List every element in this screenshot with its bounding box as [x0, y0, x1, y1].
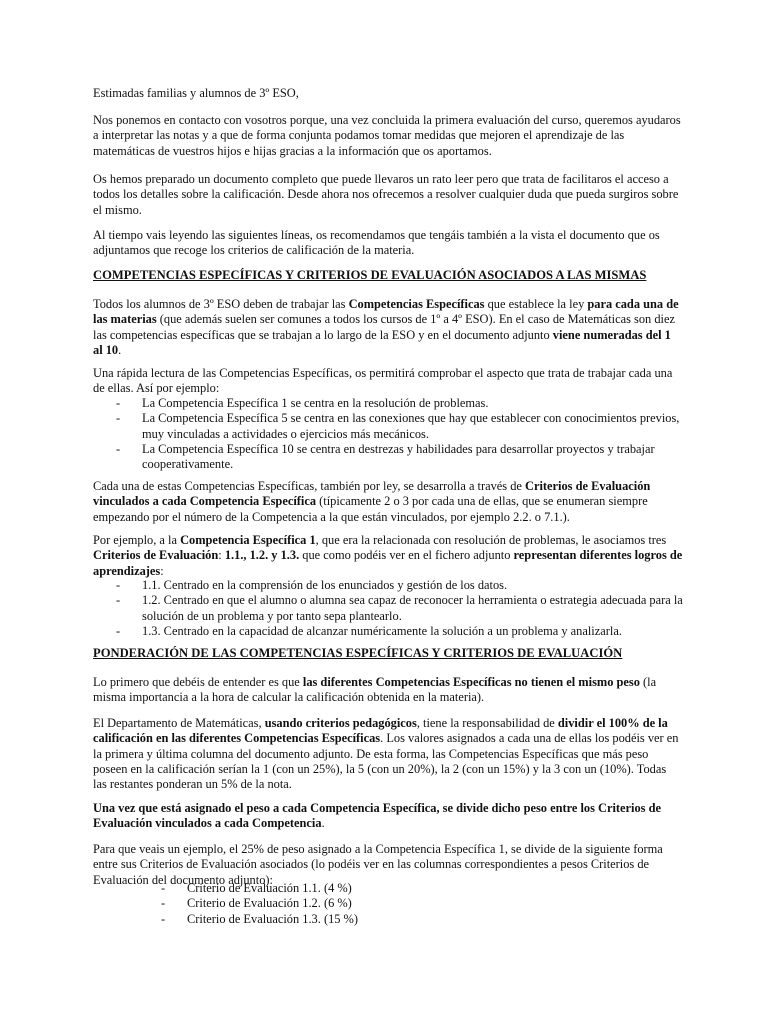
- competencia-examples-list: [116, 396, 686, 472]
- list-item: - La Competencia Específica 10 se centra en destrezas y habilidades para desarrollar proyectos y trabajar cooperativamente.: [116, 442, 686, 473]
- list-item: - Criterio de Evaluación 1.2. (6 %): [161, 896, 461, 911]
- lectura-paragraph: Una rápida lectura de las Competencias Específicas, os permitirá comprobar el aspecto que trata de trabajar cada una de ellas. Así por ejemplo:: [93, 366, 673, 396]
- division-paragraph: Una vez que está asignado el peso a cada Competencia Específica, se divide dicho peso entre los Criterios de Evaluación vinculados a cada Competencia.: [93, 801, 661, 831]
- example-weights-paragraph: Para que veais un ejemplo, el 25% de peso asignado a la Competencia Específica 1, se divide de la siguiente forma entre sus Criterios de Evaluación asociados (lo podéis ver en las columnas correspondientes a pesos Criterios de Evaluación del documento adjunto):: [93, 842, 663, 887]
- departamento-paragraph: El Departamento de Matemáticas, usando criterios pedagógicos, tiene la responsabilidad de dividir el 100% de la calificación en las diferentes Competencias Específicas. Los valores asignados a cada una de ellas los podéis ver en la primera y última columna del documento adjunto. De esta forma, las Competencias Específicas que más peso poseen en la calificación serían la 1 (con un 25%), la 5 (con un 20%), la 2 (con un 15%) y la 3 con un (10%). Todas las restantes ponderan un 5% de la nota.: [93, 716, 679, 792]
- section-heading-ponderacion: PONDERACIÓN DE LAS COMPETENCIAS ESPECÍFICAS Y CRITERIOS DE EVALUACIÓN: [93, 646, 623, 660]
- list-item: - 1.1. Centrado en la comprensión de los enunciados y gestión de los datos.: [116, 578, 686, 593]
- criterio-weights-list: [161, 881, 461, 927]
- criterios-list: [116, 578, 686, 639]
- ejemplo-paragraph: Por ejemplo, a la Competencia Específica 1, que era la relacionada con resolución de problemas, le asociamos tres Criterios de Evaluación: 1.1., 1.2. y 1.3. que como podéis ver en el fichero adjunto representan diferentes logros de aprendizajes:: [93, 533, 683, 578]
- list-item: - Criterio de Evaluación 1.1. (4 %): [161, 881, 461, 896]
- section-heading-competencias: COMPETENCIAS ESPECÍFICAS Y CRITERIOS DE EVALUACIÓN ASOCIADOS A LAS MISMAS: [93, 268, 647, 282]
- intro-paragraph: Nos ponemos en contacto con vosotros porque, una vez concluida la primera evaluación del curso, queremos ayudaros a interpretar las notas y a que de forma conjunta podamos tomar medidas que mejoren el aprendizaje de las matemáticas de vuestros hijos e hijas gracias a la información que os aportamos.: [93, 113, 681, 158]
- recommendation-paragraph: Al tiempo vais leyendo las siguientes líneas, os recomendamos que tengáis también a la vista el documento que os adjuntamos que recoge los criterios de calificación de la materia.: [93, 228, 660, 258]
- list-item: - La Competencia Específica 1 se centra en la resolución de problemas.: [116, 396, 686, 411]
- list-item: - 1.3. Centrado en la capacidad de alcanzar numéricamente la solución a un problema y analizarla.: [116, 624, 686, 639]
- list-item: - La Competencia Específica 5 se centra en las conexiones que hay que establecer con conocimientos previos, muy vinculadas a actividades o ejercicios más mecánicos.: [116, 411, 686, 442]
- document-paragraph: Os hemos preparado un documento completo que puede llevaros un rato leer pero que trata de facilitaros el acceso a todos los detalles sobre la calificación. Desde ahora nos ofrecemos a resolver cualquier duda que pueda surgiros sobre el mismo.: [93, 172, 679, 217]
- list-item: - Criterio de Evaluación 1.3. (15 %): [161, 912, 461, 927]
- list-item: - 1.2. Centrado en que el alumno o alumna sea capaz de reconocer la herramienta o estrategia adecuada para la solución de un problema y por tanto sepa plantearlo.: [116, 593, 686, 624]
- competencias-paragraph: Todos los alumnos de 3º ESO deben de trabajar las Competencias Específicas que establece la ley para cada una de las materias (que además suelen ser comunes a todos los cursos de 1º a 4º ESO). En el caso de Matemáticas son diez las competencias específicas que se trabajan a lo largo de la ESO y en el documento adjunto viene numeradas del 1 al 10.: [93, 297, 679, 357]
- peso-paragraph: Lo primero que debéis de entender es que las diferentes Competencias Específicas no tienen el mismo peso (la misma importancia a la hora de calcular la calificación obtenida en la materia).: [93, 675, 657, 705]
- criterios-paragraph: Cada una de estas Competencias Específicas, también por ley, se desarrolla a través de Criterios de Evaluación vinculados a cada Competencia Específica (típicamente 2 o 3 por cada una de ellas, que se enumeran siempre empezando por el número de la Competencia a la que están vinculados, por ejemplo 2.2. o 7.1.).: [93, 479, 651, 524]
- greeting: Estimadas familias y alumnos de 3º ESO,: [93, 86, 299, 100]
